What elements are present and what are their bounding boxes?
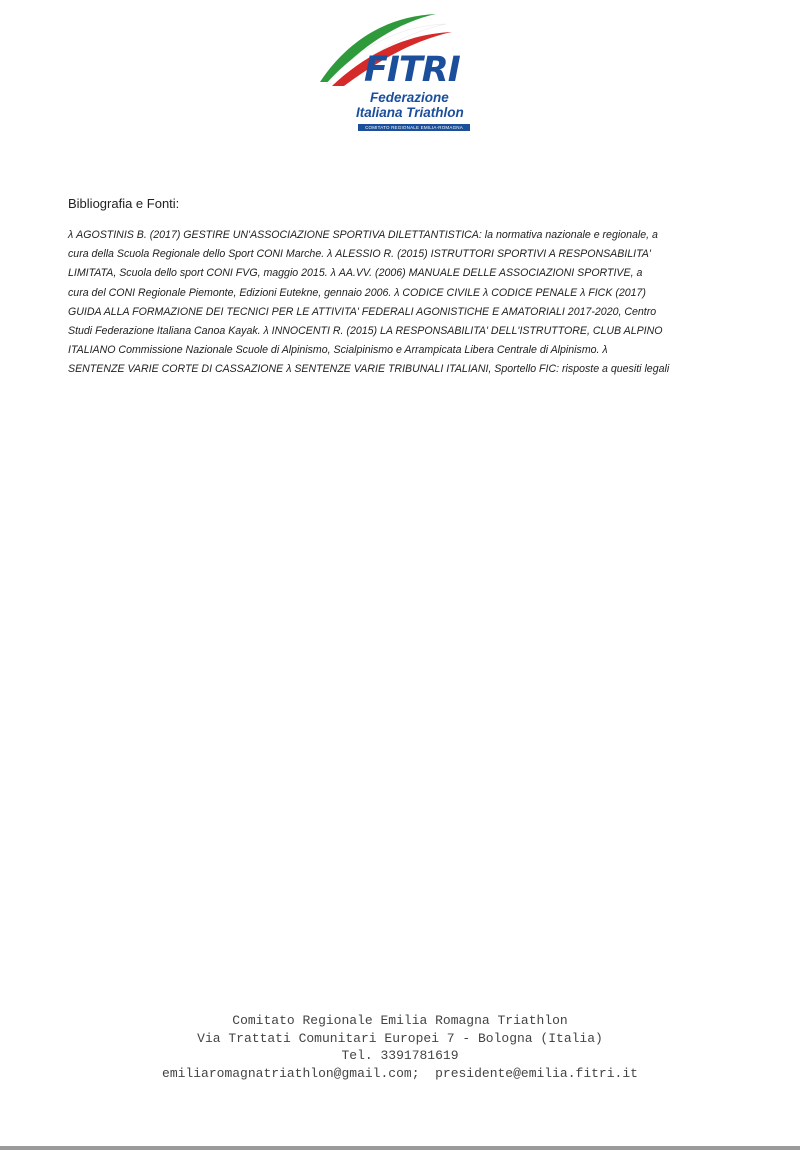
footer-emails: emiliaromagnatriathlon@gmail.com; presidente@emilia.fitri.it <box>162 1065 638 1081</box>
logo-title: FITRI <box>364 50 460 90</box>
logo-federazione: Federazione <box>370 90 449 105</box>
logo-italiana-triathlon: Italiana Triathlon <box>356 105 464 120</box>
bibliography-line: cura del CONI Regionale Piemonte, Edizioni Eutekne, gennaio 2006. λ CODICE CIVILE λ CODICE PENALE λ FICK (2017) <box>68 286 646 299</box>
fitri-logo <box>318 10 478 128</box>
bibliography-heading: Bibliografia e Fonti: <box>68 196 180 211</box>
footer-phone: Tel. 3391781619 <box>341 1048 459 1063</box>
bibliography-line: GUIDA ALLA FORMAZIONE DEI TECNICI PER LE ATTIVITA' FEDERALI AGONISTICHE E AMATORIALI 2017-2020, Centro <box>68 305 657 318</box>
bibliography-line: SENTENZE VARIE CORTE DI CASSAZIONE λ SENTENZE VARIE TRIBUNALI ITALIANI, Sportello FIC: risposte a quesiti legali <box>68 363 670 376</box>
logo-committee-bar: COMITATO REGIONALE EMILIA-ROMAGNA <box>358 124 470 131</box>
bibliography-text <box>68 226 728 380</box>
footer-address: Via Trattati Comunitari Europei 7 - Bologna (Italia) <box>197 1030 603 1046</box>
page-bottom-edge <box>0 1146 800 1150</box>
page-footer <box>0 1012 800 1082</box>
bibliography-line: ITALIANO Commissione Nazionale Scuole di Alpinismo, Scialpinismo e Arrampicata Libera Centrale di Alpinismo. λ <box>68 344 608 357</box>
footer-org: Comitato Regionale Emilia Romagna Triathlon <box>232 1013 568 1028</box>
bibliography-line: Studi Federazione Italiana Canoa Kayak. λ INNOCENTI R. (2015) LA RESPONSABILITA' DELL'ISTRUTTORE, CLUB ALPINO <box>68 325 663 338</box>
bibliography-line: cura della Scuola Regionale dello Sport CONI Marche. λ ALESSIO R. (2015) ISTRUTTORI SPORTIVI A RESPONSABILITA' <box>68 248 651 261</box>
bibliography-line: λ AGOSTINIS B. (2017) GESTIRE UN'ASSOCIAZIONE SPORTIVA DILETTANTISTICA: la normativa nazionale e regionale, a <box>68 229 658 241</box>
bibliography-line: LIMITATA, Scuola dello sport CONI FVG, maggio 2015. λ AA.VV. (2006) MANUALE DELLE ASSOCIAZIONI SPORTIVE, a <box>68 267 643 280</box>
